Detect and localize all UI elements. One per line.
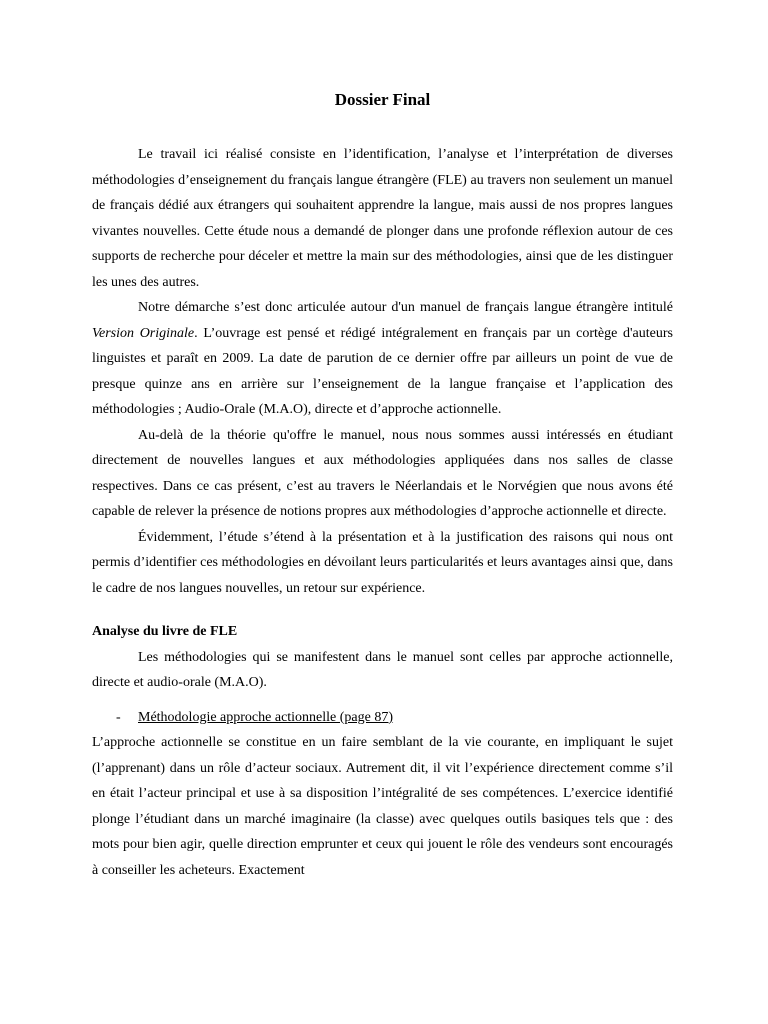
document-body xyxy=(92,142,673,883)
list-item-label: Méthodologie approche actionnelle (page 87) xyxy=(138,709,394,725)
intro-paragraph: Le travail ici réalisé consiste en l’identification, l’analyse et l’interprétation de diverses méthodologies d’enseignement du français langue étrangère (FLE) au travers non seulement un manuel de français dédié aux étrangers qui souhaitent apprendre la langue, mais aussi de nos propres langues vivantes nouvelles. Cette étude nous a demandé de plonger dans une profonde réflexion autour de ces supports de recherche pour déceler et mettre la main sur des méthodologies, ainsi que de les distinguer les unes des autres. xyxy=(92,147,673,290)
section-paragraph: Les méthodologies qui se manifestent dans le manuel sont celles par approche actionnelle, directe et audio-orale (M.A.O). xyxy=(92,649,673,690)
methodology-paragraph xyxy=(92,295,673,423)
section-heading: Analyse du livre de FLE xyxy=(92,624,238,639)
study-paragraph: Évidemment, l’étude s’étend à la présentation et à la justification des raisons qui nous ont permis d’identifier ces méthodologies en dévoilant leurs particularités et leurs avantages ainsi que, dans le cadre de nos langues nouvelles, un retour sur expérience. xyxy=(92,529,673,596)
list-dash: - xyxy=(116,709,121,725)
methodology-paragraph-end: . L’ouvrage est pensé et rédigé intégralement en français par un cortège d'auteurs linguistes et paraît en 2009. La date de parution de ce dernier offre par ailleurs un point de vue de presque quinze ans en arrière sur l’enseignement de la langue française et l’application des méthodologies ; Audio-Orale (M.A.O), directe et d’approche actionnelle. xyxy=(92,325,673,417)
languages-paragraph: Au-delà de la théorie qu'offre le manuel, nous nous sommes aussi intéressés en étudiant directement de nouvelles langues et aux méthodologies appliquées dans nos salles de classe respectives. Dans ce cas présent, c’est au travers le Néerlandais et le Norvégien que nous avons été capable de relever la présence de notions propres aux méthodologies d’approche actionnelle et directe. xyxy=(92,427,673,519)
book-title: Version Originale xyxy=(92,325,195,341)
analysis-paragraph: L’approche actionnelle se constitue en un faire semblant de la vie courante, en impliquant le sujet (l’apprenant) dans un rôle d’acteur sociaux. Autrement dit, il vit l’expérience directement comme s’il en était l’acteur principal et use à sa disposition l’intégralité de ses compétences. L’exercice identifié plonge l’étudiant dans un marché imaginaire (la classe) avec quelques outils basiques tels que : des mots pour bien agir, quelle direction emprunter et ceux qui jouent le rôle des vendeurs sont encouragés à conseiller les acheteurs. Exactement xyxy=(92,735,673,878)
list-item xyxy=(92,705,673,731)
methodology-paragraph-start: Notre démarche s’est donc articulée autour d'un manuel de français langue étrangère intitulé xyxy=(138,300,673,315)
document-title: Dossier Final xyxy=(334,90,431,109)
section-spacer xyxy=(92,601,673,619)
